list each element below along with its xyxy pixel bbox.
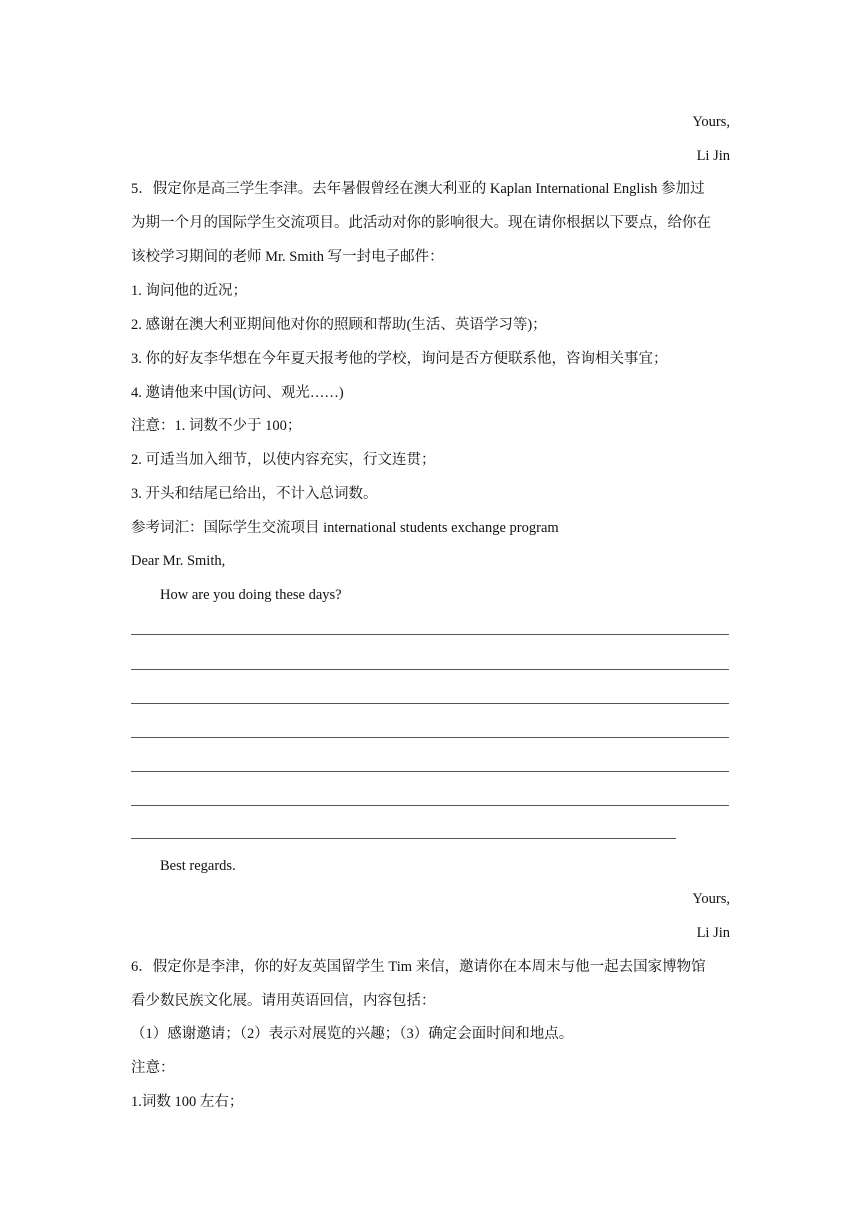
q5-point-4: 4. 邀请他来中国(访问、观光……) — [131, 385, 344, 401]
q5-point-1: 1. 询问他的近况； — [131, 283, 247, 299]
q6-prompt-line-1: 6．假定你是李津，你的好友英国留学生 Tim 来信，邀请你在本周末与他一起去国家博物馆 — [131, 959, 706, 975]
q5-closing-name: Li Jin — [696, 925, 730, 941]
q5-closing-yours: Yours, — [692, 891, 730, 907]
writing-line — [131, 669, 729, 670]
writing-line — [131, 805, 729, 806]
writing-line — [131, 838, 676, 839]
q6-note-label: 注意： — [131, 1060, 175, 1076]
writing-line — [131, 634, 729, 635]
q5-vocab: 参考词汇：国际学生交流项目 international students exchange program — [131, 520, 559, 536]
writing-line — [131, 737, 729, 738]
q5-prompt-line-1: 5．假定你是高三学生李津。去年暑假曾经在澳大利亚的 Kaplan International English 参加过 — [131, 181, 705, 197]
q5-salutation: Dear Mr. Smith, — [131, 553, 226, 569]
q5-opening: How are you doing these days? — [160, 587, 342, 603]
q6-prompt-line-2: 看少数民族文化展。请用英语回信，内容包括： — [131, 993, 436, 1009]
q6-items: （1）感谢邀请；（2）表示对展览的兴趣；（3）确定会面时间和地点。 — [131, 1026, 574, 1042]
q6-note-1: 1.词数 100 左右； — [131, 1094, 244, 1110]
q5-closing: Best regards. — [160, 858, 236, 874]
writing-line — [131, 771, 729, 772]
top-closing-name: Li Jin — [696, 148, 730, 164]
q5-prompt-line-2: 为期一个月的国际学生交流项目。此活动对你的影响很大。现在请你根据以下要点，给你在 — [131, 215, 711, 231]
q5-prompt-line-3: 该校学习期间的老师 Mr. Smith 写一封电子邮件： — [131, 249, 444, 265]
top-closing-yours: Yours, — [692, 114, 730, 130]
q5-point-3: 3. 你的好友李华想在今年夏天报考他的学校，询问是否方便联系他，咨询相关事宜； — [131, 351, 668, 367]
q5-note-3: 3. 开头和结尾已给出，不计入总词数。 — [131, 486, 378, 502]
q5-note-1: 注意：1. 词数不少于 100； — [131, 418, 302, 434]
q5-point-2: 2. 感谢在澳大利亚期间他对你的照顾和帮助(生活、英语学习等)； — [131, 317, 547, 333]
writing-line — [131, 703, 729, 704]
q5-note-2: 2. 可适当加入细节，以使内容充实，行文连贯； — [131, 452, 436, 468]
